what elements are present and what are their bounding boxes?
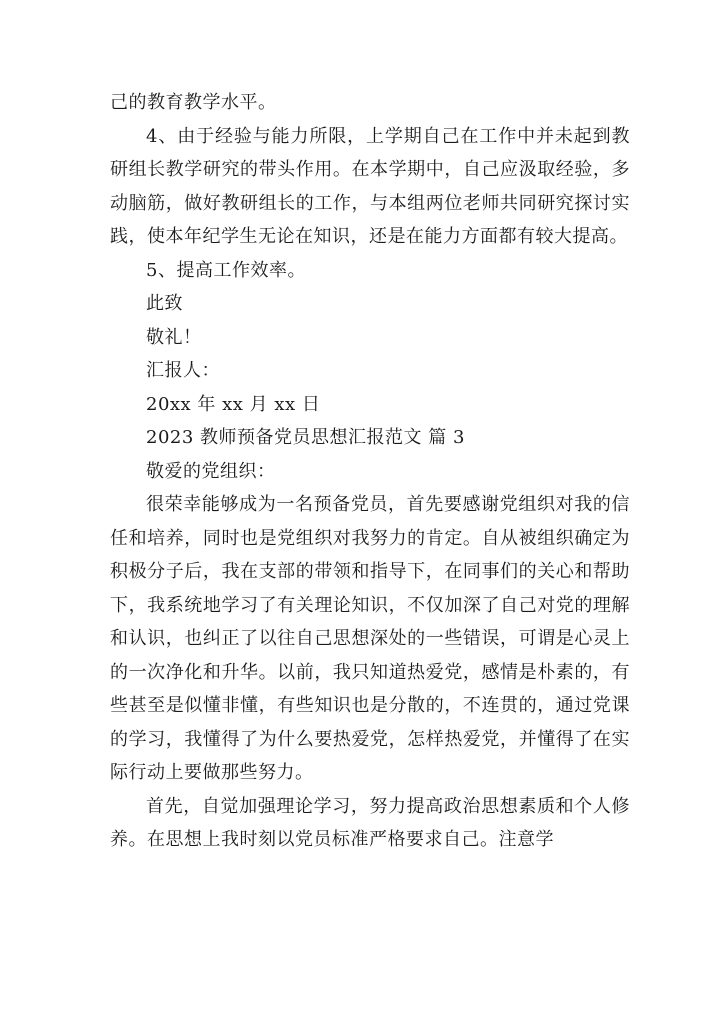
section-title: 2023 教师预备党员思想汇报范文 篇 3 bbox=[146, 427, 465, 448]
report-date: 20xx 年 xx 月 xx 日 bbox=[146, 393, 321, 415]
body-paragraph-1: 很荣幸能够成为一名预备党员，首先要感谢党组织对我的信任和培养，同时也是党组织对我努力的肯定。自从被组织确定为积极分子后，我在支部的带领和指导下，在同事们的关心和帮助下，我系统地学习了有关理论知识，不仅加深了自己对党的理解和认识，也纠正了以往自己思想深处的一些错误，可谓是心灵上的一次净化和升华。以前，我只知道热爱党，感情是朴素的，有些甚至是似懂非懂，有些知识也是分散的，不连贯的，通过党课的学习，我懂得了为什么要热爱党，怎样热爱党，并懂得了在实际行动上要做那些努力。 bbox=[110, 494, 630, 783]
paragraph-item-5: 5、提高工作效率。 bbox=[146, 259, 306, 281]
paragraph-continuation: 己的教育教学水平。 bbox=[110, 92, 277, 113]
body-paragraph-2: 首先，自觉加强理论学习，努力提高政治思想素质和个人修养。在思想上我时刻以党员标准严格要求自己。注意学 bbox=[110, 795, 630, 850]
closing-greeting-2: 敬礼！ bbox=[146, 326, 202, 348]
paragraph-item-4: 4、由于经验与能力所限，上学期自己在工作中并未起到教研组长教学研究的带头作用。在本学期中，自己应汲取经验，多动脑筋，做好教研组长的工作，与本组两位老师共同研究探讨实践，使本年纪学生无论在知识，还是在能力方面都有较大提高。 bbox=[110, 125, 630, 247]
reporter-label: 汇报人： bbox=[146, 360, 220, 381]
salutation: 敬爱的党组织： bbox=[146, 460, 276, 482]
document-body bbox=[110, 86, 630, 857]
closing-greeting-1: 此致 bbox=[146, 293, 183, 314]
